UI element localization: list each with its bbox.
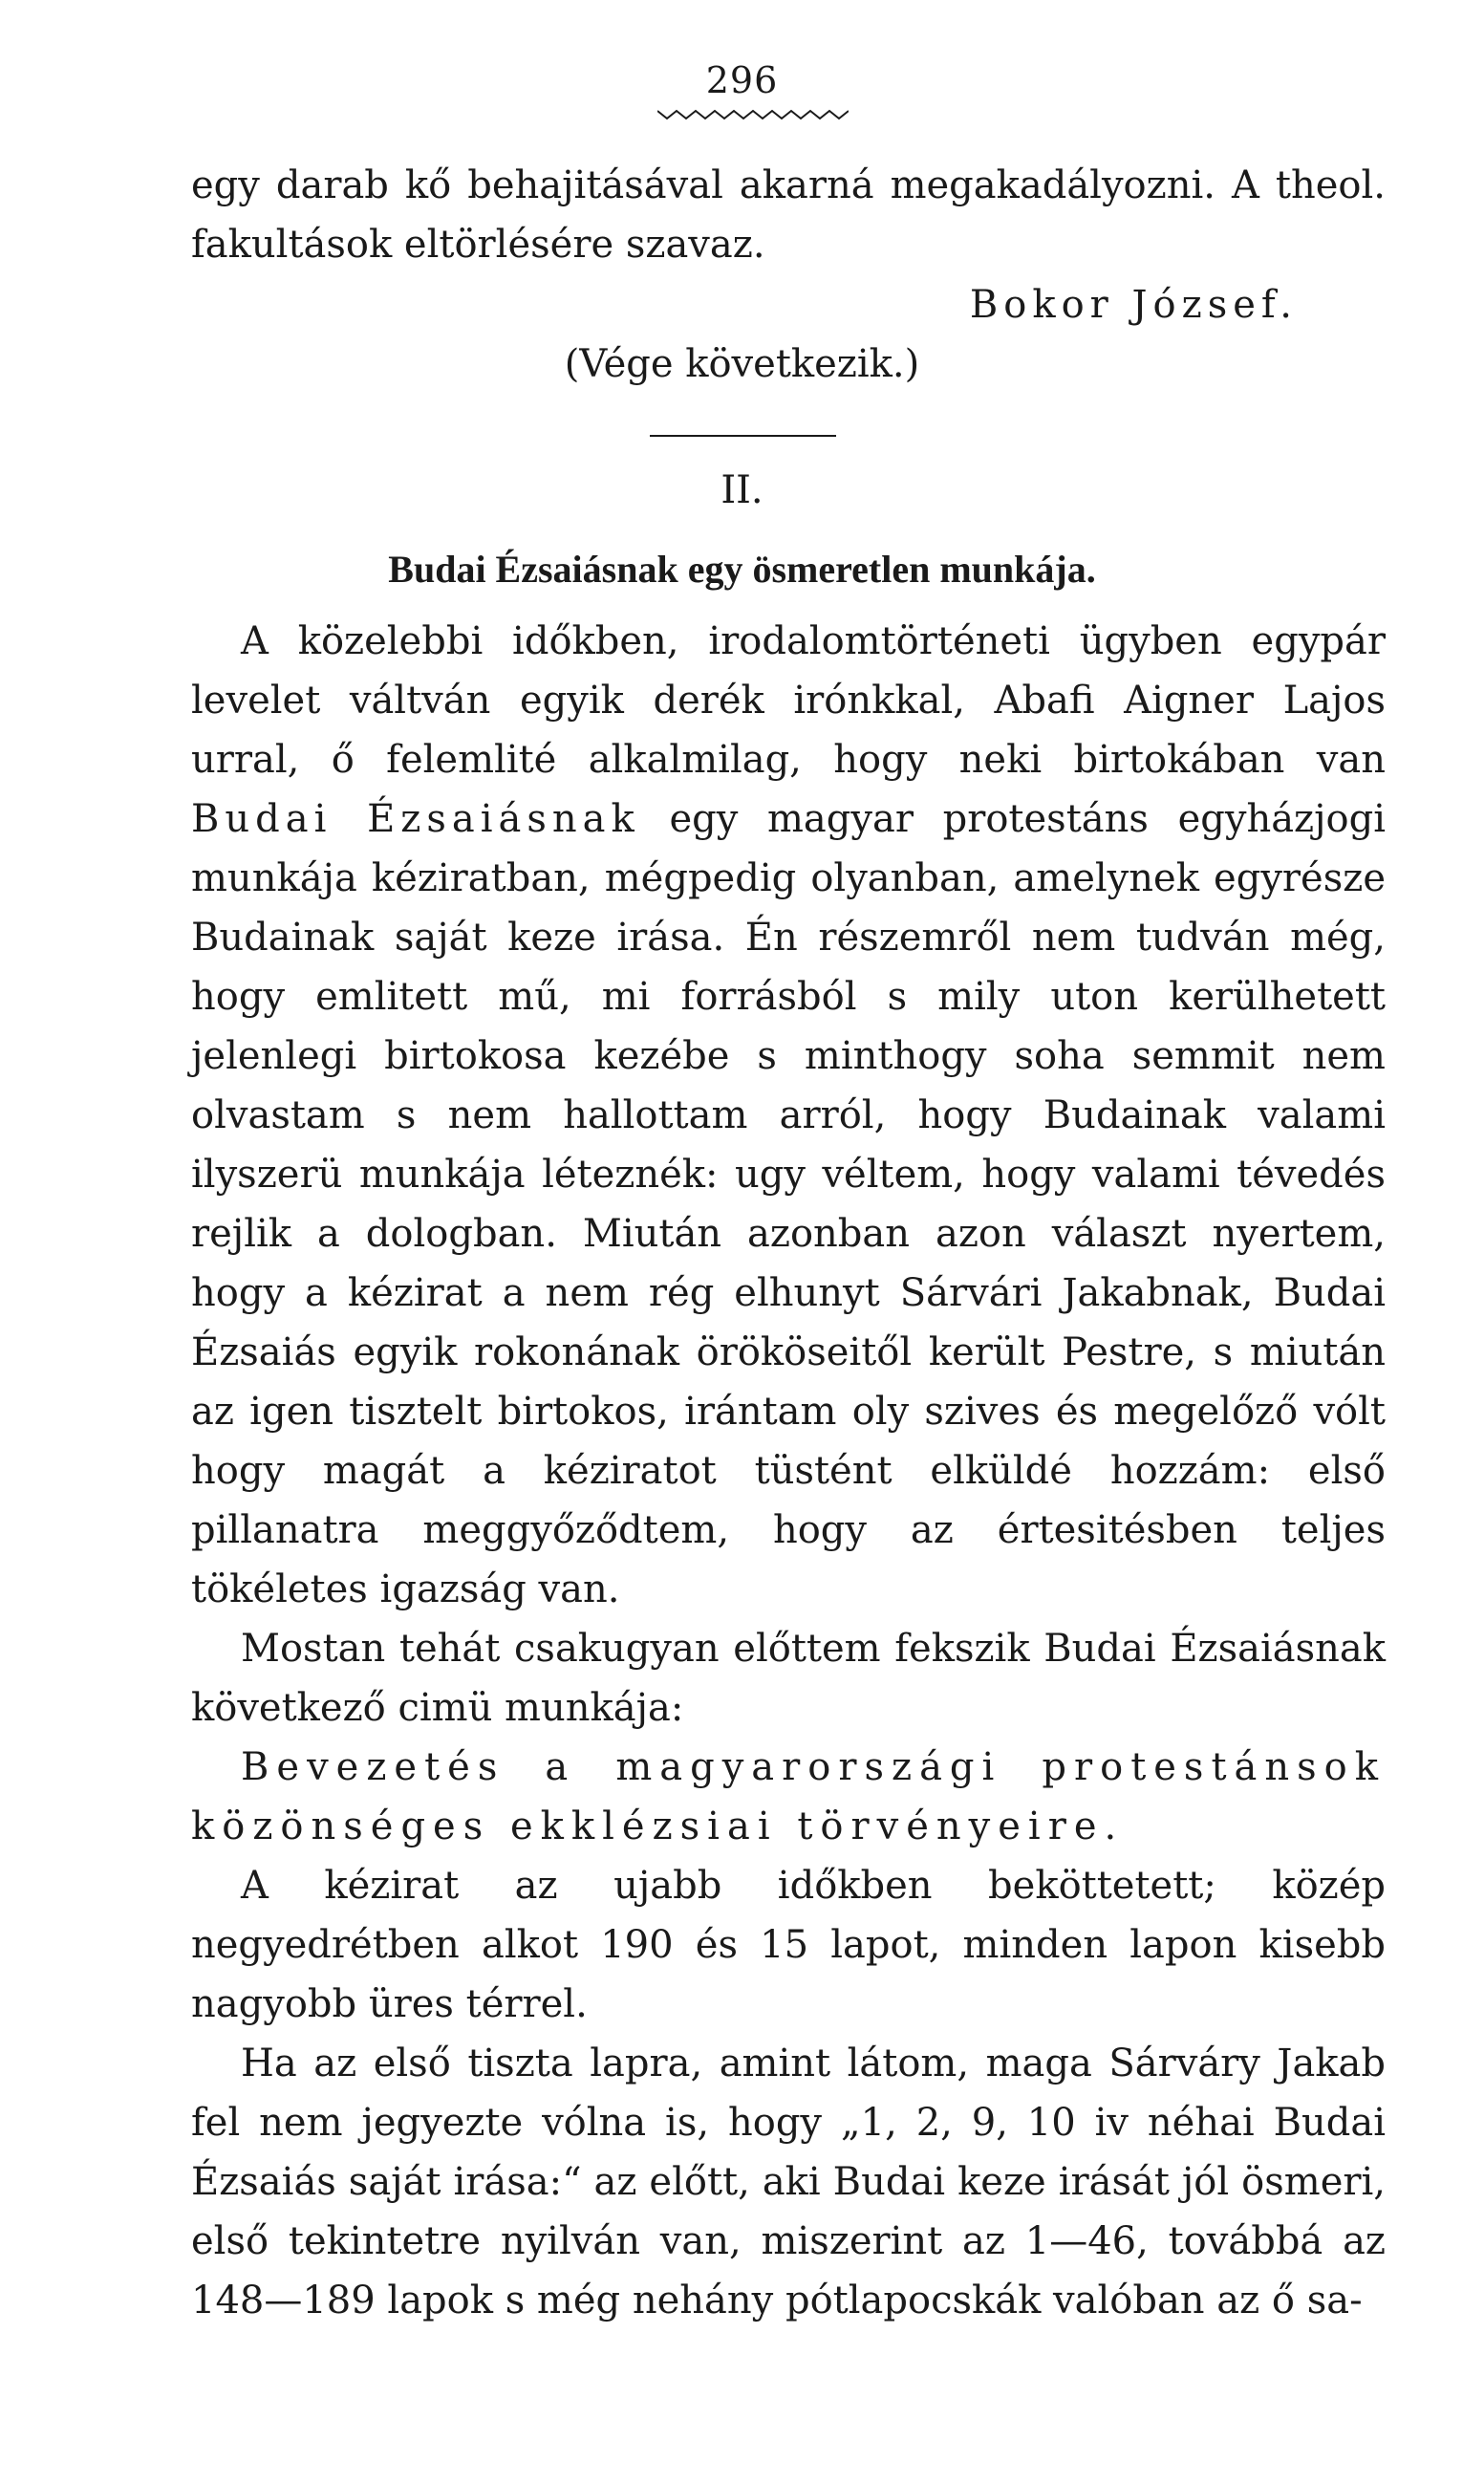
previous-article-text: egy darab kő behajitásával akarná megakadályozni. A theol. fakultások eltörlésére szavaz. (191, 163, 1386, 267)
page-number: 296 (705, 59, 779, 101)
work-title-spaced: Bevezetés a magyarországi protestánsok közönséges ekklézsiai törvényeire. (191, 1745, 1386, 1848)
author-signature: Bokor József. (969, 283, 1298, 327)
paragraph-3: A kézirat az ujabb időkben beköttetett; közép negyedrétben alkot 190 és 15 lapot, minden lapon kisebb nagyobb üres térrel. (191, 1864, 1386, 2026)
paragraph-4: Ha az első tiszta lapra, amint látom, maga Sárváry Jakab fel nem jegyezte vólna is, hogy „1, 2, 9, 10 iv néhai Budai Ézsaiás saját irása:“ az előtt, aki Budai keze irását jól ösmeri, első tekintetre nyilván van, miszerint az 1—46, továbbá az 148—189 lapok s még nehány pótlapocskák valóban az ő sa- (191, 2042, 1386, 2323)
section-divider (650, 435, 836, 437)
paragraph-2: Mostan tehát csakugyan előttem fekszik Budai Ézsaiásnak következő cimü munkája: (191, 1627, 1386, 1730)
article-body (191, 612, 1386, 2330)
section-number: II. (720, 468, 764, 512)
paragraph-1 (191, 612, 1386, 1619)
section-title: Budai Ézsaiásnak egy ösmeretlen munkája. (388, 548, 1096, 591)
author-name-spaced: Budai Ézsaiásnak (191, 797, 640, 841)
continued-note: (Vége következik.) (564, 342, 920, 386)
paragraph-1-start: A közelebbi időkben, irodalomtörténeti ügyben egypár levelet váltván egyik derék irónkkal, Abafi Aigner Lajos urral, ő felemlité alkalmilag, hogy neki birtokában van (191, 619, 1386, 782)
paragraph-1-rest: egy magyar protestáns egyházjogi munkája kéziratban, mégpedig olyanban, amelynek egyrésze Budainak saját keze irása. Én részemről nem tudván még, hogy emlitett mű, mi forrásból s mily uton kerülhetett jelenlegi birtokosa kezébe s minthogy soha semmit nem olvastam s nem hallottam arról, hogy Budainak valami ilyszerü munkája léteznék: ugy véltem, hogy valami tévedés rejlik a dologban. Miután azonban azon választ nyertem, hogy a kézirat a nem rég elhunyt Sárvári Jakabnak, Budai Ézsaiás egyik rokonának örököseitől került Pestre, s miután az igen tisztelt birtokos, irántam oly szives és megelőző vólt hogy magát a kéziratot tüstént elküldé hozzám: első pillanatra meggyőződtem, hogy az értesitésben teljes tökéletes igazság van. (191, 797, 1387, 1611)
page-number-ornament (657, 107, 849, 122)
previous-article-ending (191, 156, 1386, 274)
